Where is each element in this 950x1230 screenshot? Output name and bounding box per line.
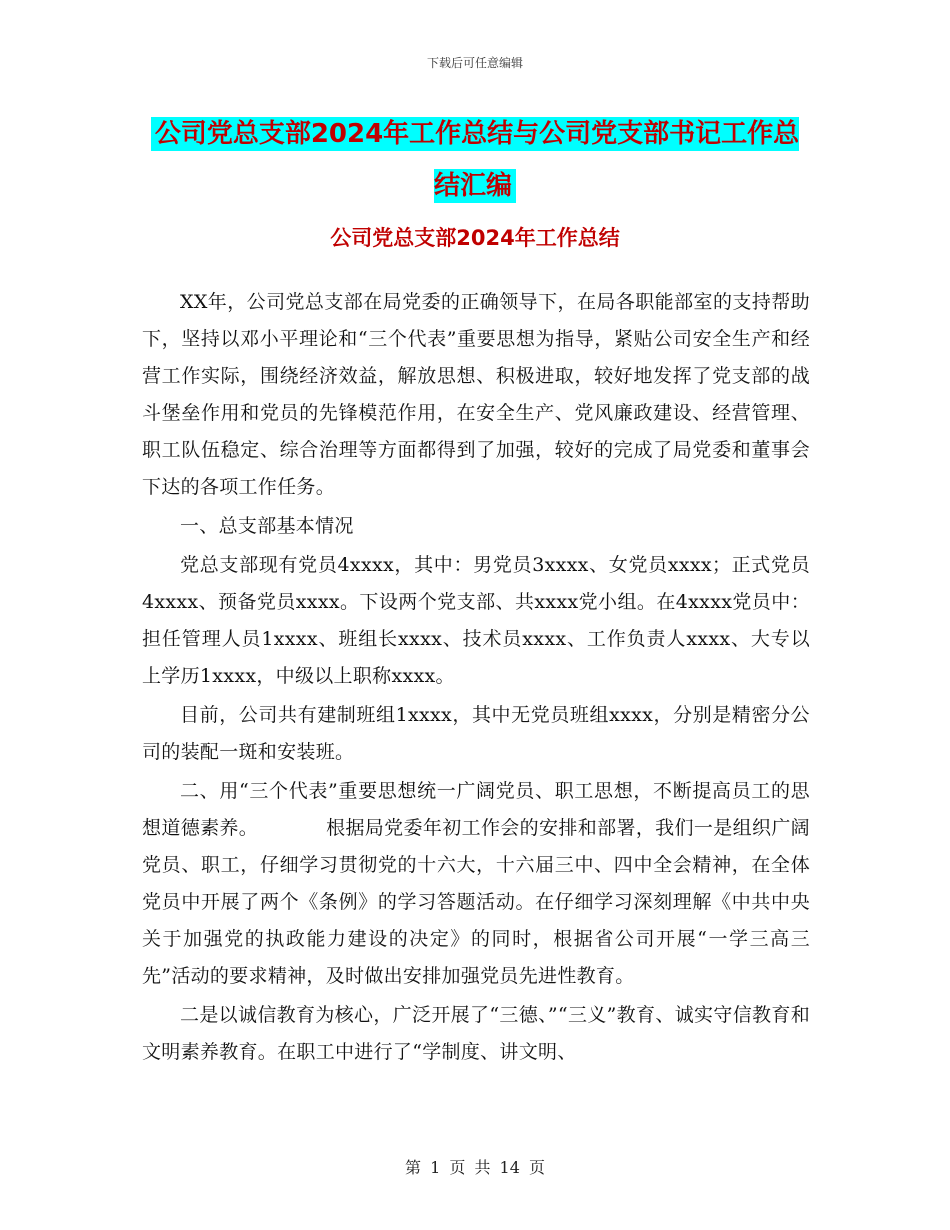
- header-note: 下载后可任意编辑: [426, 56, 523, 70]
- document-title-text: 公司党总支部2024年工作总结与公司党支部书记工作总结汇编: [151, 117, 799, 203]
- paragraph: 党总支部现有党员4xxxx，其中：男党员3xxxx、女党员xxxx；正式党员4xxxx、预备党员xxxx。下设两个党支部、共xxxx党小组。在4xxxx党员中：担任管理人员1xxxx、班组长xxxx、技术员xxxx、工作负责人xxxx、大专以上学历1xxxx，中级以上职称xxxx。: [142, 554, 810, 687]
- paragraph: 二是以诚信教育为核心，广泛开展了“三德、”“三义”教育、诚实守信教育和文明素养教育。在职工中进行了“学制度、讲文明、: [142, 1004, 810, 1063]
- paragraph: XX年，公司党总支部在局党委的正确领导下，在局各职能部室的支持帮助下，坚持以邓小平理论和“三个代表”重要思想为指导，紧贴公司安全生产和经营工作实际，围绕经济效益，解放思想、积极进取，较好地发挥了党支部的战斗堡垒作用和党员的先锋模范作用，在安全生产、党风廉政建设、经营管理、职工队伍稳定、综合治理等方面都得到了加强，较好的完成了局党委和董事会下达的各项工作任务。: [142, 291, 810, 498]
- body-text: [142, 284, 810, 1073]
- section-title: 公司党总支部2024年工作总结: [330, 226, 620, 250]
- paragraph: 目前，公司共有建制班组1xxxx，其中无党员班组xxxx，分别是精密分公司的装配一斑和安装班。: [142, 704, 810, 763]
- document-title: [140, 108, 810, 212]
- paragraph: 二、用“三个代表”重要思想统一广阔党员、职工思想，不断提高员工的思想道德素养。 根据局党委年初工作会的安排和部署，我们一是组织广阔党员、职工，仔细学习贯彻党的十六大，十六届三中、四中全会精神，在全体党员中开展了两个《条例》的学习答题活动。在仔细学习深刻理解《中共中央关于加强党的执政能力建设的决定》的同时，根据省公司开展“一学三高三先”活动的要求精神，及时做出安排加强党员先进性教育。: [142, 780, 810, 987]
- page-footer: 第 1 页 共 14 页: [405, 1158, 545, 1177]
- paragraph: 一、总支部基本情况: [180, 515, 354, 537]
